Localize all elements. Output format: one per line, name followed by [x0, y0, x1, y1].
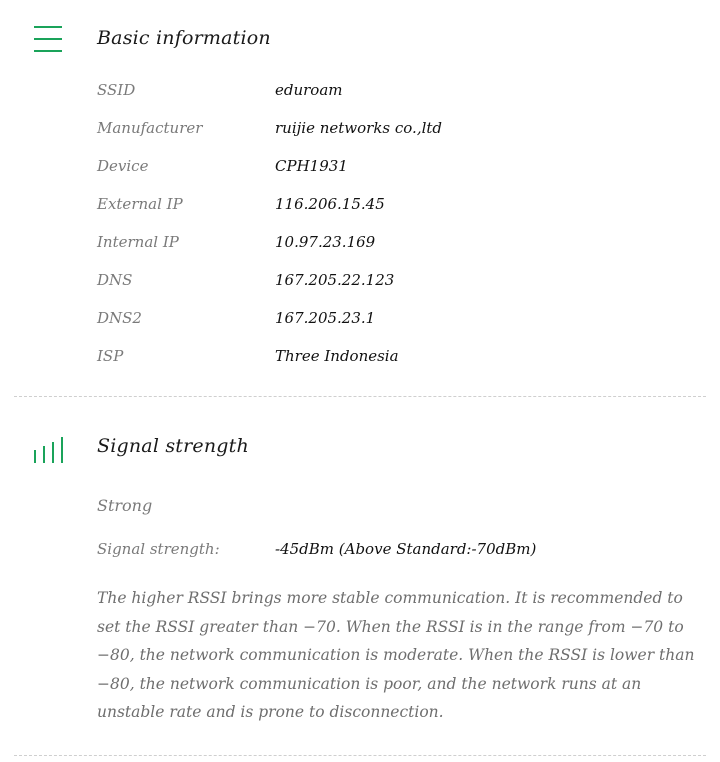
signal-strength-title: Signal strength	[97, 435, 249, 457]
info-value: 167.205.23.1	[275, 309, 376, 327]
signal-strength-header	[0, 426, 720, 470]
info-value: Three Indonesia	[275, 347, 399, 365]
info-label: DNS2	[97, 309, 142, 327]
info-row-dns	[0, 265, 720, 303]
menu-icon[interactable]	[34, 24, 62, 58]
signal-strength-value: -45dBm (Above Standard:-70dBm)	[275, 540, 537, 558]
basic-info-header	[0, 18, 720, 62]
info-value: ruijie networks co.,ltd	[275, 119, 443, 137]
info-row-internal-ip	[0, 227, 720, 265]
info-value: 10.97.23.169	[275, 233, 376, 251]
info-row-device	[0, 151, 720, 189]
section-divider	[14, 396, 706, 397]
info-value: CPH1931	[275, 157, 348, 175]
info-label: Device	[97, 157, 149, 175]
info-label: DNS	[97, 271, 133, 289]
info-row-ssid	[0, 75, 720, 113]
info-label: Manufacturer	[97, 119, 203, 137]
info-value: 167.205.22.123	[275, 271, 395, 289]
info-value: 116.206.15.45	[275, 195, 385, 213]
signal-description: The higher RSSI brings more stable communication. It is recommended to set the RSSI greater than −70. When the RSSI is in the range from −70 to −80, the network communication is moderate. When the RSSI is lower than −80, the network communication is poor, and the network runs at an unstable rate and is prone to disconnection.	[97, 589, 695, 721]
info-row-isp	[0, 341, 720, 379]
info-label: Internal IP	[97, 233, 179, 251]
basic-info-title: Basic information	[97, 27, 271, 49]
info-label: SSID	[97, 81, 136, 99]
info-row-manufacturer	[0, 113, 720, 151]
info-row-dns2	[0, 303, 720, 341]
info-label: ISP	[97, 347, 124, 365]
info-label: External IP	[97, 195, 183, 213]
signal-status: Strong	[97, 496, 153, 515]
section-divider	[14, 755, 706, 756]
signal-strength-row	[0, 540, 720, 566]
info-value: eduroam	[275, 81, 343, 99]
signal-bars-icon	[34, 434, 64, 468]
basic-info-list	[0, 75, 720, 379]
info-row-external-ip	[0, 189, 720, 227]
signal-strength-label: Signal strength:	[97, 540, 220, 558]
